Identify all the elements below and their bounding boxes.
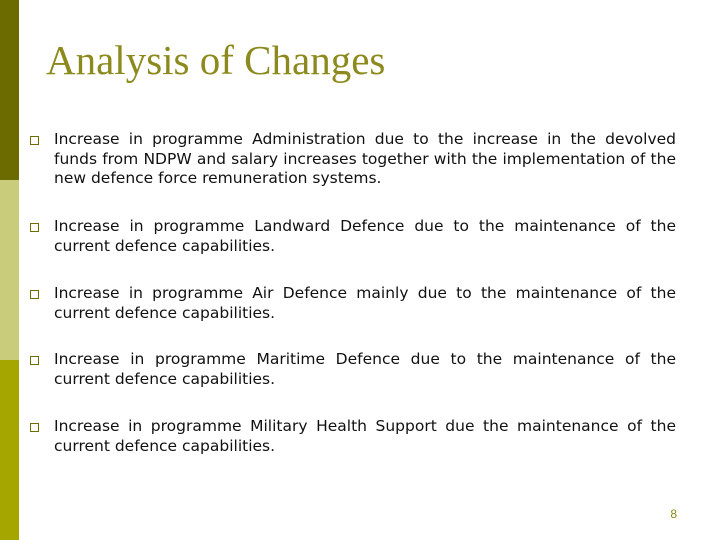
bullet-text: Increase in programme Landward Defence due to the maintenance of the current defence capabilities. bbox=[54, 217, 676, 255]
square-bullet-icon bbox=[30, 290, 39, 299]
square-bullet-icon bbox=[30, 356, 39, 365]
side-bar-bottom-segment bbox=[0, 360, 19, 540]
square-bullet-icon bbox=[30, 223, 39, 232]
slide-title: Analysis of Changes bbox=[46, 37, 386, 83]
bullet-text: Increase in programme Administration due to the increase in the devolved funds from NDPW and salary increases together with the implementation of the new defence force remuneration systems. bbox=[54, 130, 676, 187]
bullet-text: Increase in programme Military Health Support due the maintenance of the current defence capabilities. bbox=[54, 417, 676, 455]
side-accent-bar bbox=[0, 0, 19, 540]
square-bullet-icon bbox=[30, 423, 39, 432]
side-bar-top-segment bbox=[0, 0, 19, 180]
bullet-text: Increase in programme Air Defence mainly due to the maintenance of the current defence capabilities. bbox=[54, 284, 676, 322]
side-bar-middle-segment bbox=[0, 180, 19, 360]
page-number: 8 bbox=[670, 507, 677, 521]
bullet-text: Increase in programme Maritime Defence due to the maintenance of the current defence capabilities. bbox=[54, 350, 676, 388]
square-bullet-icon bbox=[30, 136, 39, 145]
